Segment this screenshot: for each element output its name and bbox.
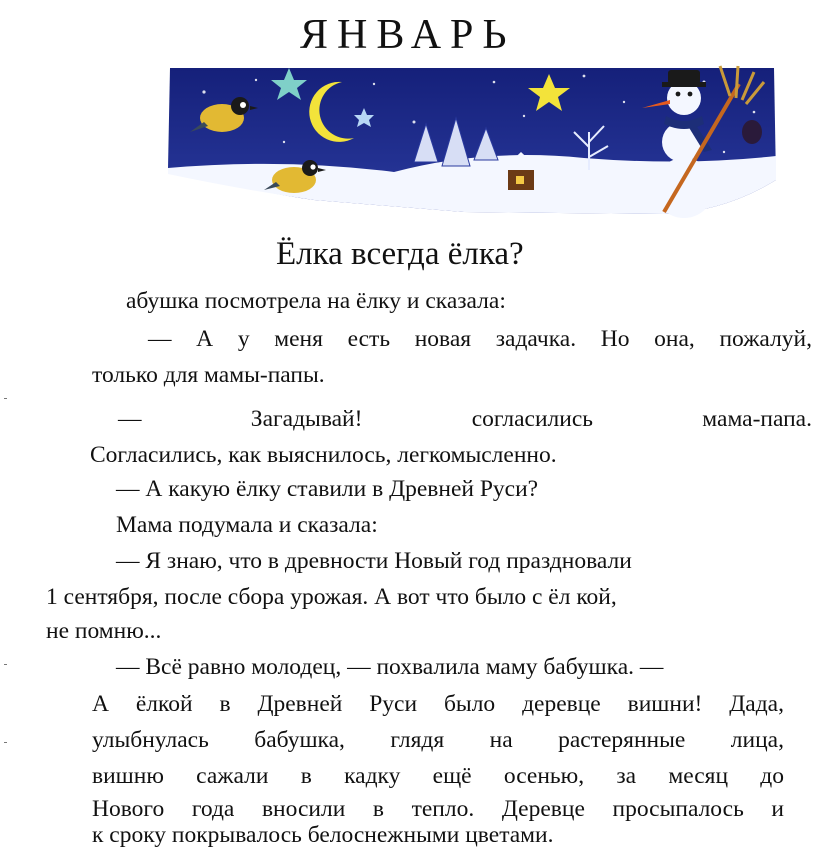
story-line: к сроку покрывалось белоснежными цветами.	[92, 822, 554, 848]
story-line: не помню...	[46, 618, 162, 644]
story-line: улыбнулась бабушка, глядя на растерянные лица,	[92, 727, 784, 753]
story-line: А ёлкой в Древней Руси было деревце вишни! Дада,	[92, 691, 784, 717]
story-line: — А у меня есть новая задачка. Но она, пожалуй,	[148, 326, 812, 352]
story-line: — Всё равно молодец, — похвалила маму бабушка. —	[116, 654, 664, 680]
story-line: — Загадывай! согласились мама-папа.	[118, 406, 812, 432]
scan-mark	[4, 398, 7, 399]
scan-mark	[4, 742, 7, 743]
winter-night-snowman-icon	[164, 62, 780, 222]
story-line: 1 сентября, после сбора урожая. А вот что было с ёл кой,	[46, 584, 617, 610]
story-line: Согласились, как выяснилось, легкомысленно.	[90, 442, 557, 468]
month-heading: ЯНВАРЬ	[300, 12, 516, 58]
story-line: Мама подумала и сказала:	[116, 512, 378, 538]
story-title: Ёлка всегда ёлка?	[276, 236, 524, 272]
story-line: только для мамы-папы.	[92, 362, 325, 388]
story-line: — Я знаю, что в древности Новый год праздновали	[116, 548, 632, 574]
story-line: — А какую ёлку ставили в Древней Руси?	[116, 476, 539, 502]
story-line: вишню сажали в кадку ещё осенью, за месяц до	[92, 763, 784, 789]
scan-mark	[4, 664, 7, 665]
story-line: абушка посмотрела на ёлку и сказала:	[126, 288, 506, 314]
story-line: Нового года вносили в тепло. Деревце просыпалось и	[92, 796, 784, 822]
